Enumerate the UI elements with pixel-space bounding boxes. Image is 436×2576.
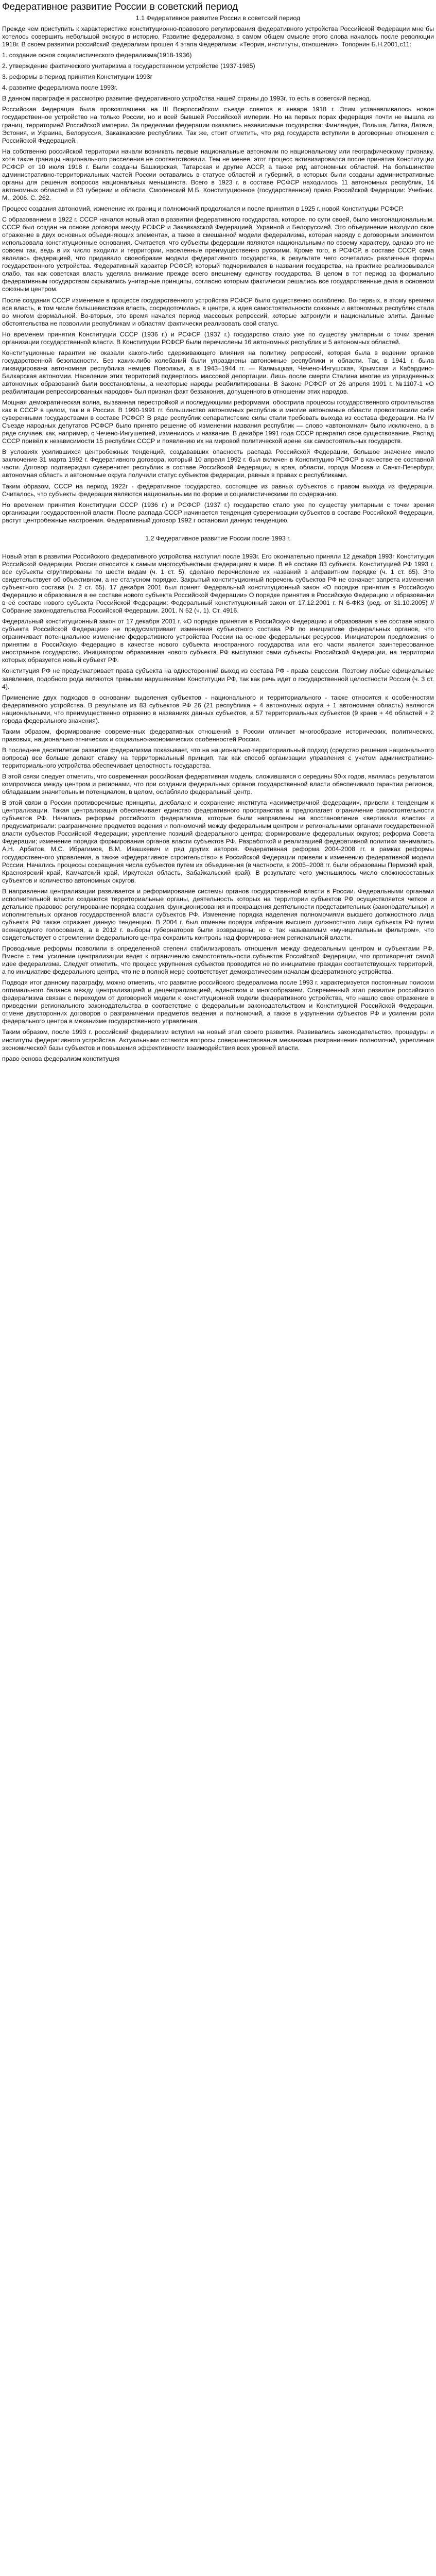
section-heading: 1.1 Федеративное развитие России в советский период bbox=[135, 14, 301, 22]
paragraph: После создания СССР изменение в процессе государственного устройства РСФСР было существенно ослаблено. Во-первых, в этому времени вся власть, в том числе большевистская власть, сосредоточилась в центре, а идея самостоятельности союзных и автономных республик стала во многом формальной. Во-вторых, это время начался период массовых репрессий, которые затронули и национальные элиты. Данные обстоятельства не позволили республикам и областям фактически реализовать свой статус. bbox=[2, 296, 434, 327]
blank-line bbox=[2, 546, 434, 553]
paragraph: 1. создание основ социалистического федерализма(1918-1936) bbox=[2, 52, 192, 59]
paragraph: Прежде чем приступить к характеристике конституционно-правового регулирования федеративного устройства Российской Федерации мне бы хотелось совершить небольшой экскурс в историю. Развитие федерализма в самом общем смысле этого слова началось после революции 1918г. В своем развитии российский федерализм прошел 4 этапа Федерализм: «Теория, институты, отношения». Топорнин Б.Н.2001,с11: bbox=[2, 25, 434, 48]
paragraph: Мощная демократическая волна, вызванная перестройкой и последующими реформами, обострила процессы государственного строительства как в СССР в целом, так и в России. В 1990-1991 гг. большинство автономных республик и многие автономные области провозгласили себя суверенными государствами в составе РСФСР. В ряде республик сепаратистские силы стали требовать выхода из состава федерации. На IV Съезде народных депутатов РСФСР было принято решение об изменении названия республик — слово «автономная» было исключено, а в ряде случаев, как, например, с Чечено-Ингушетией, изменилось и название. В декабре 1991 года СССР прекратил свое существование. Распад СССР привёл к независимости 15 республик СССР и появлению их на мировой политической арене как самостоятельных государств. bbox=[2, 399, 434, 445]
paragraph: В условиях усилившихся центробежных тенденций, создававших опасность распада Российской Федерации, большое значение имело заключение 31 марта 1992 г. Федеративного договора, который 10 апреля 1992 г. был включен в Конституцию РСФСР в качестве ее составной части. Договор подтверждал суверенитет республик в составе Российской Федерации, а края, области, города Москва и Санкт-Петербург, автономная область и автономные округа получили статус субъектов федерации, равных в правах с республиками. bbox=[2, 448, 434, 479]
section-heading: 1.2 Федеративное развитие России после 1993 г. bbox=[145, 534, 291, 542]
paragraph: Таким образом, формирование современных федеративных отношений в России отличает многообразие исторических, политических, правовых, национально-этнических и социально-экономических особенностей России. bbox=[2, 727, 434, 743]
paragraph: право основа федерализм конституция bbox=[2, 1055, 120, 1062]
paragraph: Таким образом, после 1993 г. российский федерализм вступил на новый этап своего развития. Развивались законодательство, процедуры и институты федеративного устройства. Актуальными остаются вопросы совершенствования механизма разграничения полномочий, укрепления экономической базы субъектов и повышения эффективности взаимодействия всех уровней власти. bbox=[2, 1028, 434, 1052]
paragraph: В этой связи в России противоречивые принципы, дисбаланс и сохранение института «асимметричной федерации», привели к тенденции к централизации. Такая централизация обеспечивает единство федеративного пространства и предполагает ограничение самостоятельности субъектов РФ. Начались реформы российского федерализма, которые были направлены на восстановление «вертикали власти» и предусматривали: разграничение предметов ведения и полномочий между федеральным центром и региональными органами государственной власти субъектов Российской Федерации; укрепление позиций федерального центра; формирование федеральных округов; реформа Совета Федерации; изменение порядка формирования органов власти субъектов РФ. Разработкой и реализацией федеративной политики занимались А.Н. Арбатов, М.С. Ибрагимов, В.М. Ивашкевич и ряд других авторов. Федеративная реформа 2004-2008 гг. в рамках реформы государственного управления, а также «федеративное строительство» в Российской Федерации привели к изменению федеративной модели России. Начались процессы сокращения числа субъектов путем их объединения (в частности, в 2005–2008 гг. были образованы Пермский край, Красноярский край, Камчатский край, Иркутская область, Забайкальский край). В результате чего уменьшилось число сложносоставных субъектов и количество автономных округов. bbox=[2, 799, 434, 884]
paragraph: В направлении централизации развивается и реформирование системы органов государственной власти в России. Федеральными органами исполнительной власти создаются территориальные органы, деятельность которых на территории субъектов РФ осуществляется четкое и детальное правовое регулирование порядка создания, функционирования и прекращения деятельности представительных (законодательных) и исполнительных органов государственной власти субъектов РФ. Изменение порядка наделения полномочиями высшего должностного лица субъекта РФ также отражает данную тенденцию. В 2004 г. был отменен порядок избрания высшего должностного лица субъекта РФ путем всенародного голосования, а в 2012 г. выборы губернаторов были возвращены, но с так называемым «муниципальным фильтром», что свидетельствует о стремлении федерального центра сохранить контроль над формированием региональной власти. bbox=[2, 887, 434, 941]
paragraph: 2. утверждение фактического унитаризма в государственном устройстве (1937-1985) bbox=[2, 62, 255, 70]
page-title: Федеративное развитие России в советский период bbox=[2, 2, 238, 12]
paragraph: Конституционные гарантии не оказали какого-либо сдерживающего влияния на политику репрессий, которая была в ведении органов государственной безопасности. Без каких-либо колебаний были упразднены автономные республики и области. Так, в 1941 г. была ликвидирована автономная республика немцев Поволжья, а в 1943–1944 гг. — Калмыцкая, Чечено-Ингушская, Крымская и Кабардино-Балкарская автономии. Население этих территорий подверглось массовой депортации. Лишь после смерти Сталина многие из упраздненных автономных образований были восстановлены, а некоторые народы реабилитированы. В Законе РСФСР от 26 апреля 1991 г. №1107-1 «О реабилитации репрессированных народов» был признан факт беззакония, допущенного в отношении этих народов. bbox=[2, 349, 434, 396]
paragraph: В этой связи следует отметить, что современная российская федеративная модель, сложившаяся с середины 90-х годов, являлась результатом компромисса между центром и регионами, что при создании федеральных органов государственной власти обеспечивало гарантии регионов, обладавшим значительным потенциалом, в целом, ослабляло федеральный центр. bbox=[2, 773, 434, 796]
paragraph: 3. реформы в период принятия Конституции 1993г bbox=[2, 73, 153, 81]
paragraph: Но временем принятия Конституции СССР (1936 г.) и РСФСР (1937 г.) государство стало уже по существу унитарным с точки зрения организации государственной власти. После распада СССР начинается тенденция суверенизации субъектов в составе Российской Федерации, растут центробежные настроения. Федеративный договор 1992 г остановил данную тенденцию. bbox=[2, 501, 434, 524]
paragraph: 4. развитие федерализма после 1993г. bbox=[2, 84, 118, 92]
paragraph: Новый этап в развитии Российского федеративного устройства наступил после 1993г. Его окончательно приняли 12 декабря 1993г Конституция Российской Федерации. Россия относится к самым многосубъектным федерациям в мире. В её составе 83 субъекта. Конституцией РФ 1993 г. все субъекты сгруппированы по шести видам (ч. 1 ст. 5), сделано перечисление их названий в алфавитном порядке (ч. 1 ст. 65). Это свидетельствует об объективном, а не статусном порядке. Закрытый конституционный перечень субъектов РФ не означает запрета изменения субъектного состава (ч. 2 ст. 65). 17 декабря 2001 был принят Федеральный конституционный закон «О порядке принятия в Российскую Федерацию и образования в ее составе нового субъекта Российской Федерации» О порядке принятия в Российскую Федерацию и образовании в её составе нового субъекта Российской Федерации: Федеральный конституционный закон от 17.12.2001 г. N 6-ФКЗ (ред. от 31.10.2005) // Собрание законодательства Российской Федерации. 2001. N 52 (ч. 1). Ст. 4916. bbox=[2, 552, 434, 615]
article-body bbox=[2, 14, 434, 1063]
paragraph: Российская Федерация была провозглашена на III Всероссийском съезде советов в январе 1918 г. Этим устанавливалось новое государственное устройство на только России, но и всей бывшей Российской империи. Но на первых порах федерация почти не вышла из границ, территорией Российской империи. За пределами федерации оказались независимые государства: Финляндия, Польша, Литва, Латвия, Эстония, и Украина, Белоруссия, Закавказские республики. Так же, стоит отметить, что ряд государств вступили в договорные отношения с Российской Федерацией. bbox=[2, 106, 434, 144]
paragraph: Но временем принятия Конституции СССР (1936 г.) и РСФСР (1937 г.) государство стало уже по существу унитарным с точки зрения организации государственной власти. В Конституции РСФСР были перечислены 16 автономных республик и 5 автономных областей. bbox=[2, 330, 434, 346]
paragraph: Федеральный конституционный закон от 17 декабря 2001 г. «О порядке принятия в Российскую Федерацию и образования в ее составе нового субъекта Российской Федерации» не предусматривает изменения субъектного состава РФ по инициативе федеральных органов, что ограничивает потенциальное изменение федеративного устройства России на основе федеральных ресурсов. Инициатором предложения о принятии в Российскую Федерацию в качестве нового субъекта иностранного государства или его части является заинтересованное иностранное государство. Инициатором образования нового субъекта РФ выступают сами субъекты Российской Федерации, на территории которых образуется новый субъект РФ. bbox=[2, 618, 434, 664]
paragraph: Конституция РФ не предусматривает права субъекта на односторонний выход из состава РФ - права сецессии. Поэтому любые официальные заявления, подобного рода являются прямыми нарушениями Конституции РФ, так как речь идет о государственной целостности России (ч. 3 ст. 4). bbox=[2, 667, 434, 690]
paragraph: С образованием в 1922 г. СССР начался новый этап в развитии федеративного государства, которое, по сути своей, было многонациональным. СССР был создан на основе договора между РСФСР и Закавказской Федерацией, Украиной и Белоруссией. Это объединение находило свое отражение в двух основных объединяющих элементах, а также в смешанной модели федерализма, которая наряду с договорным элементом использовала конституционные основания. Считается, что субъекты федерации являются национальными по своему характеру, однако это не совсем так, ведь в их число входили и территории, населенные преимущественно русскими. Кроме того, в РСФСР, в составе СССР, сама являлась федерацией, что придавало своеобразие модели федеративного государства, в результате чего сочетались различные формы государственного устройства. Федеративный характер РСФСР, который подчеркивался в названии государства, на практике реализовывался слабо, так как советская власть уделяла внимание прежде всего внешнему единству государства. В целом в тот период за формально федеративным государством скрывались унитарные принципы, согласно которым фактически решались все государственные дела в основном союзным центром. bbox=[2, 216, 434, 293]
paragraph: Подводя итог данному параграфу, можно отметить, что развитие российского федерализма после 1993 г. характеризуется постоянным поиском оптимального баланса между централизацией и децентрализацией, единством и многообразием. Современный этап развития российского федерализма связан с переходом от договорной модели к конституционной модели федеративного устройства, что нашло свое отражение в приведении регионального законодательства в соответствие с федеральным законодательством и Конституцией Российской Федерации, отмене двусторонних договоров о разграничении предметов ведения и полномочий, а также в укрупнении субъектов РФ и усилении роли федерального центра в механизме государственного управления. bbox=[2, 979, 434, 1025]
paragraph: Применение двух подходов в основании выделения субъектов - национального и территориального - также относится к особенностям федеративного устройства. В результате из 83 субъектов РФ 26 (21 республика + 4 автономных округа + 1 автономная область) являются национальными, что преимущественно отражено в названиях данных субъектов, а 57 территориальных субъектов (9 краев + 46 областей + 2 города федерального значения). bbox=[2, 693, 434, 724]
blank-line bbox=[2, 528, 434, 535]
paragraph: В последнее десятилетие развитие федерализма показывает, что на национально-территориальный подход (средство решения национального вопроса) все больше делают ставку на территориальный принцип, так как способ организации управления с учетом административно-территориального устройства обеспечивает целостность государства. bbox=[2, 746, 434, 769]
paragraph: В данном параграфе я рассмотрю развитие федеративного устройства нашей страны до 1993г, то есть в советский период. bbox=[2, 95, 371, 103]
paragraph: Процесс создания автономий, изменение их границ и полномочий продолжался и после принятия в 1925 г. новой Конституции РСФСР. bbox=[2, 205, 404, 212]
paragraph: Таким образом, СССР на период 1922г - федеративное государство, состоящее из равных субъектов с правом выхода из федерации. Считалось, что субъекты федерации являются национальными по форме и социалистическими по содержанию. bbox=[2, 482, 434, 498]
paragraph: На собственно российской территории начали возникать первые национальные автономии по национальному или географическому признаку, хотя такие границы национального расселения не соответствовали. Тем не менее, этот процесс активизировался после принятия Конституции РСФСР от 10 июля 1918 г. Были созданы Башкирская, Татарская и другие АССР, а также ряд автономных областей. На большинстве административно-территориальных частей России оставались в статусе областей и губерний, в которых были созданы административные органы для решения вопросов национальных меньшинств. Всего в 1923 г. в составе РСФСР находилось 11 автономных республик, 14 автономных областей и 63 губернии и области. Смоленский М.Б. Конституционное (государственное) право Российской Федерации: Учебник. М., 2006. С. 262. bbox=[2, 147, 434, 201]
paragraph: Проводимые реформы позволили в определенной степени стабилизировать отношения между федеральным центром и субъектами РФ. Вместе с тем, усиление централизации ведет к ограничению самостоятельности субъектов Российской Федерации, что противоречит самой идее федерализма. Следует отметить, что процесс укрупнения субъектов проводится не по инициативе граждан соответствующих территорий, а по инициативе федерального центра, что не в полной мере соответствует демократическим началам федеративного устройства. bbox=[2, 945, 434, 976]
page bbox=[0, 0, 436, 1063]
